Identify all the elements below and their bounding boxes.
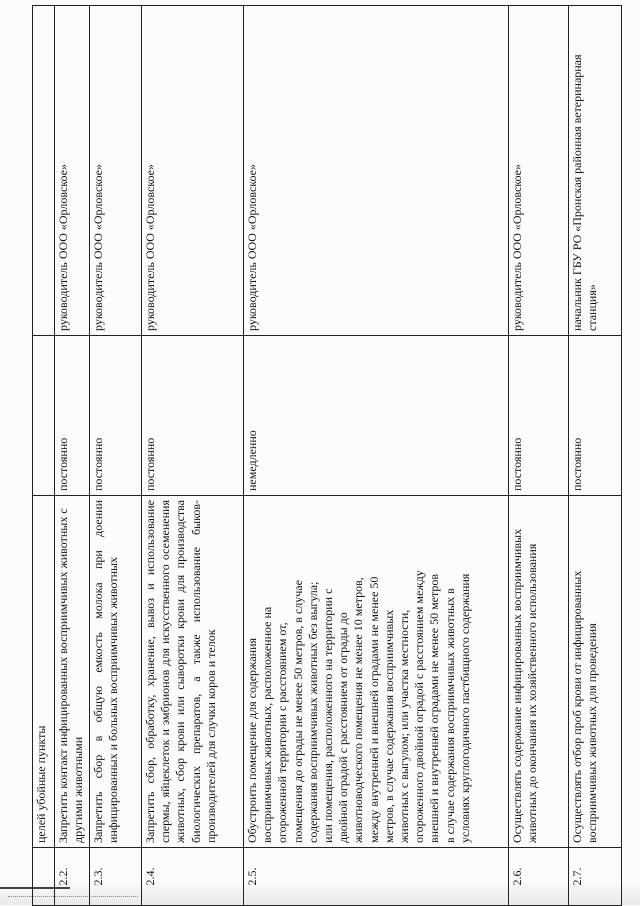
- table-row: [90, 6, 142, 906]
- row-number: 2.2.: [55, 848, 90, 906]
- responsible-text: начальник ГБУ РО «Пронская районная ветеринарная станция»: [569, 6, 622, 336]
- rotated-page: [32, 6, 622, 906]
- measure-text: Запретить контакт инфицированных восприимчивых животных с другими животными: [55, 496, 90, 848]
- deadline-text: постоянно: [90, 336, 142, 496]
- measure-text: Запретить сбор в общую емкость молока при доении инфицированных и больных восприимчивых животных: [90, 496, 142, 848]
- measure-text: Запретить сбор, обработку, хранение, вывоз и использование спермы, яйцеклеток и эмбрионов для искусственного осеменения животных, сбор крови или сыворотки крови для производства биологических препаратов, а также использование быков-производителей для случки коров и телок: [142, 496, 244, 848]
- row-number: 2.6.: [509, 848, 569, 906]
- responsible-text: руководитель ООО «Орловское»: [90, 6, 142, 336]
- row-number: [33, 848, 55, 906]
- deadline-text: постоянно: [509, 336, 569, 496]
- measure-text: Обустроить помещение для содержания восприимчивых животных, расположенное на огороженной территории с расстоянием от, помещения до ограды не менее 50 метров, в случае содержания восприимчивых животных без выгула; или помещения, расположенного на территории с двойной оградой с расстоянием от ограды до животноводческого помещения не менее 10 метров, между внутренней и внешней оградами не менее 50 метров, в случае содержания восприимчивых животных с выгулом; или участка местности, огороженного двойной оградой с расстоянием между внешней и внутренней оградами не менее 50 метров в случае содержания восприимчивых животных в условиях круглогодичного пастбищного содержания: [244, 496, 509, 848]
- responsible-text: руководитель ООО «Орловское»: [509, 6, 569, 336]
- measure-text: Осуществлять содержание инфицированных восприимчивых животных до окончания их хозяйственного использования: [509, 496, 569, 848]
- responsible-text: руководитель ООО «Орловское»: [244, 6, 509, 336]
- responsible-text: [33, 6, 55, 336]
- deadline-text: постоянно: [55, 336, 90, 496]
- table-row: [509, 6, 569, 906]
- table-row: [569, 6, 622, 906]
- deadline-text: постоянно: [142, 336, 244, 496]
- deadline-text: немедленно: [244, 336, 509, 496]
- deadline-text: постоянно: [569, 336, 622, 496]
- measure-text: Осуществлять отбор проб крови от инфицированных восприимчивых животных для проведения: [569, 496, 622, 848]
- measures-table: [32, 5, 622, 906]
- row-number: 2.3.: [90, 848, 142, 906]
- table-row: [142, 6, 244, 906]
- row-number: 2.5.: [244, 848, 509, 906]
- responsible-text: руководитель ООО «Орловское»: [142, 6, 244, 336]
- row-number: 2.4.: [142, 848, 244, 906]
- deadline-text: [33, 336, 55, 496]
- table-row: [55, 6, 90, 906]
- responsible-text: руководитель ООО «Орловское»: [55, 6, 90, 336]
- table-row: [33, 6, 55, 906]
- measure-text: целей убойные пункты: [33, 496, 55, 848]
- row-number: 2.7.: [569, 848, 622, 906]
- table-row: [244, 6, 509, 906]
